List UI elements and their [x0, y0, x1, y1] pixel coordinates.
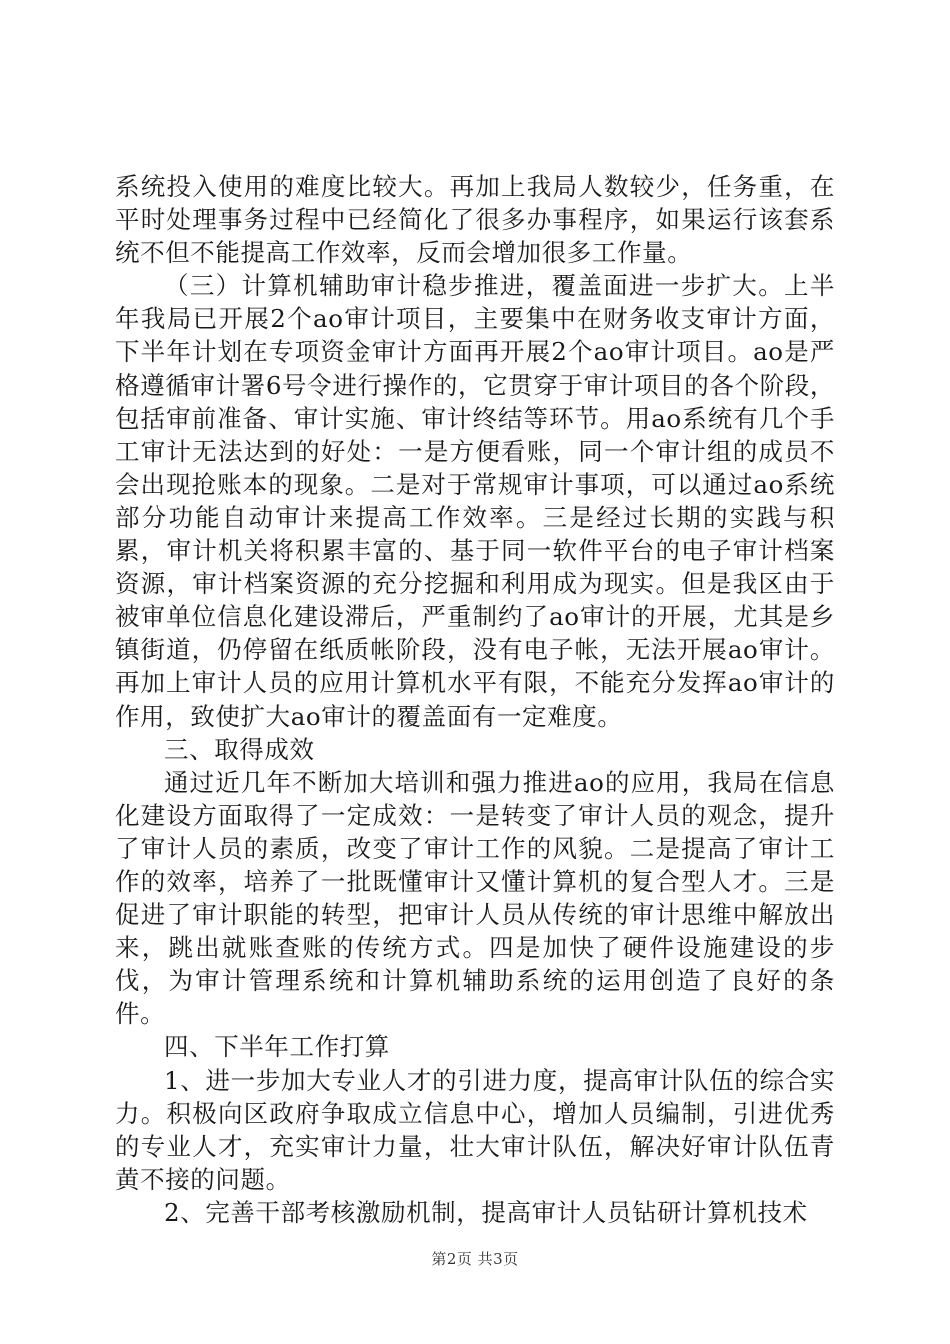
paragraph-plan-item-1: 1、进一步加大专业人才的引进力度，提高审计队伍的综合实力。积极向区政府争取成立信息中心，增加人员编制，引进优秀的专业人才，充实审计力量，壮大审计队伍，解决好审计队伍青黄不接的问题。 [115, 1065, 835, 1194]
document-body [115, 170, 835, 1229]
paragraph-achievements: 通过近几年不断加大培训和强力推进ao的应用，我局在信息化建设方面取得了一定成效：一是转变了审计人员的观念，提升了审计人员的素质，改变了审计工作的风貌。二是提高了审计工作的效率，培养了一批既懂审计又懂计算机的复合型人才。三是促进了审计职能的转型，把审计人员从传统的审计思维中解放出来，跳出就账查账的传统方式。四是加快了硬件设施建设的步伐，为审计管理系统和计算机辅助系统的运用创造了良好的条件。 [115, 767, 835, 1029]
paragraph-plan-item-2: 2、完善干部考核激励机制，提高审计人员钻研计算机技术 [164, 1197, 808, 1227]
page-footer [0, 1248, 950, 1269]
section-heading-achievements: 三、取得成效 [164, 734, 315, 764]
section-heading-second-half-plan: 四、下半年工作打算 [164, 1032, 390, 1062]
page-number-label: 第2页 共3页 [431, 1250, 519, 1268]
paragraph-section-3-computer-audit: （三）计算机辅助审计稳步推进，覆盖面进一步扩大。上半年我局已开展2个ao审计项目，主要集中在财务收支审计方面，下半年计划在专项资金审计方面再开展2个ao审计项目。ao是严格遵循审计署6号令进行操作的，它贯穿于审计项目的各个阶段，包括审前准备、审计实施、审计终结等环节。用ao系统有几个手工审计无法达到的好处：一是方便看账，同一个审计组的成员不会出现抢账本的现象。二是对于常规审计事项，可以通过ao系统部分功能自动审计来提高工作效率。三是经过长期的实践与积累，审计机关将积累丰富的、基于同一软件平台的电子审计档案资源，审计档案资源的充分挖掘和利用成为现实。但是我区由于被审单位信息化建设滞后，严重制约了ao审计的开展，尤其是乡镇街道，仍停留在纸质帐阶段，没有电子帐，无法开展ao审计。再加上审计人员的应用计算机水平有限，不能充分发挥ao审计的作用，致使扩大ao审计的覆盖面有一定难度。 [115, 271, 836, 731]
paragraph-continuation: 系统投入使用的难度比较大。再加上我局人数较少，任务重，在平时处理事务过程中已经简化了很多办事程序，如果运行该套系统不但不能提高工作效率，反而会增加很多工作量。 [115, 172, 835, 268]
